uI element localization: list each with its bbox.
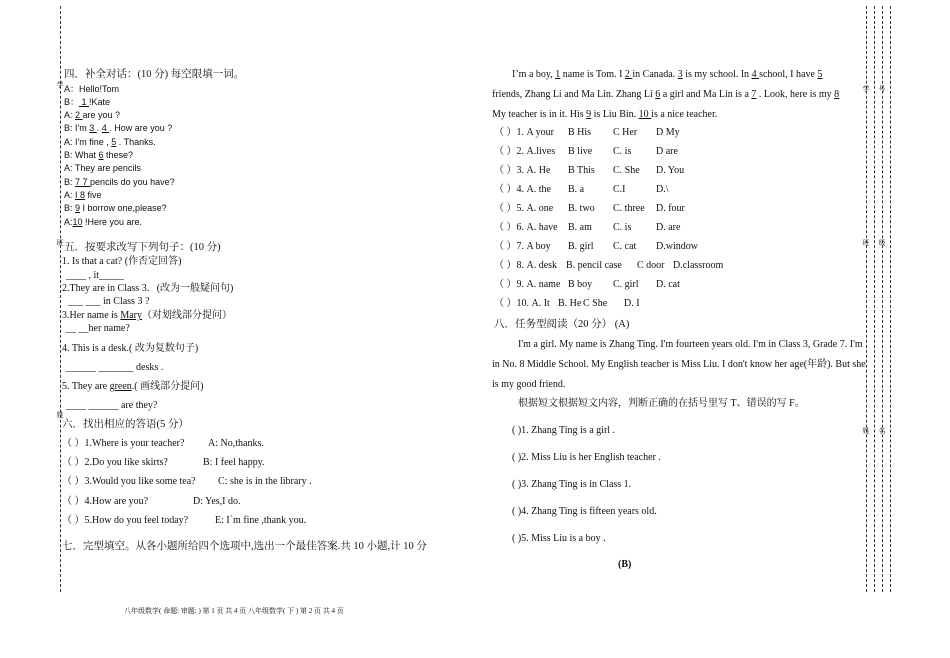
cloze-option: C.I [613,184,626,195]
section-5-title: 五．按要求改写下列句子：(10 分) [64,242,221,253]
cloze-option: D.window [656,241,698,252]
rewrite-answer-2: ___ ___ in Class 3 ? [68,296,150,307]
blank: 5 [111,137,117,147]
section-8-title: 八．任务型阅读（20 分） (A) [494,319,630,330]
cloze-option: C. three [613,203,645,214]
margin-mark: 姓 [56,412,64,419]
blank: 9 [75,203,81,213]
cloze-option: B boy [568,279,593,290]
true-false-item: ( )2. Miss Liu is her English teacher . [512,452,661,463]
cloze-option-question: （ ）4. A. the [494,184,551,195]
cloze-option: B. two [568,203,595,214]
margin-mark: 学 [56,82,64,89]
dialog-line: A: 2 are you ? [64,110,121,120]
blank: 6 [98,150,104,160]
dialog-line: A：Hello!Tom [64,84,120,94]
blank: I 8 [75,190,86,200]
margin-mark: 班 [56,240,64,247]
match-question: （ ）4.How are you? [62,496,149,507]
match-question: （ ）1.Where is your teacher? [62,438,185,449]
true-false-item: ( )1. Zhang Ting is a girl . [512,425,616,436]
dialog-line: A: I'm fine , 5 . Thanks. [64,137,156,147]
rewrite-answer-3: __ __her name? [66,323,130,334]
cloze-option-question: （ ）1. A your [494,127,554,138]
dialog-line: B: What 6 these? [64,150,134,160]
cloze-option: B. He [558,298,582,309]
cloze-option: D.\ [656,184,669,195]
cloze-option: D are [656,146,678,157]
cloze-option-question: （ ）9. A. name [494,279,561,290]
rewrite-question-1: 1. Is that a cat? (作否定回答) [62,256,182,267]
cloze-option-question: （ ）5. A. one [494,203,554,214]
match-question: （ ）5.How do you feel today? [62,515,189,526]
cloze-option: B His [568,127,592,138]
blank: 2 [75,110,83,120]
rewrite-answer-1: ____ , it_____ [66,270,125,281]
rewrite-question-2: 2.They are in Class 3．(改为一般疑问句) [62,283,234,294]
true-false-item: ( )4. Zhang Ting is fifteen years old. [512,506,657,517]
cloze-option: B. pencil case [566,260,622,271]
cloze-option: C. cat [613,241,637,252]
true-false-item: ( )5. Miss Liu is a boy . [512,533,606,544]
dialog-line: B： 1 !Kate [64,97,111,107]
match-answer: C: she is in the library . [218,476,312,487]
reading-line: is my good friend. [492,379,566,390]
blank: 7 [82,177,91,187]
cloze-option-question: （ ）7. A boy [494,241,551,252]
part-b-label: (B) [618,559,632,570]
page-footer: 八年级数学( 命题: 审题: ) 第 1 页 共 4 页 八年级数学( 下 ) 第 2 页 共 4 页 [124,607,344,615]
cloze-option: C. is [613,146,632,157]
rewrite-question-5: 5. They are green.( 画线部分提问) [62,381,204,392]
match-answer: E: I`m fine ,thank you. [215,515,307,526]
true-false-item: ( )3. Zhang Ting is in Class 1. [512,479,632,490]
dialog-line: B: 9 I borrow one,please? [64,203,167,213]
match-answer: B: I feel happy. [203,457,265,468]
match-question: （ ）3.Would you like some tea? [62,476,196,487]
margin-mark: 级 [878,240,886,247]
reading-instruction: 根据短文根据短文内容，判断正确的在括号里写 T、错误的写 F。 [518,398,805,409]
binding-line-right-2 [874,6,875,592]
cloze-option: D. You [656,165,685,176]
dialog-line: B: 7 7 pencils do you have? [64,177,175,187]
dialog-line: A:10 !Here you are. [64,217,143,227]
rewrite-question-4: 4. This is a desk.( 改为复数句子) [62,343,199,354]
blank: 7 [75,177,83,187]
cloze-option-question: （ ）3. A. He [494,165,551,176]
cloze-line-1: I’m a boy, 1 name is Tom. I 2 in Canada. 3 is my school. In 4 school, I have 5 [512,69,823,80]
cloze-option-question: （ ）6. A. have [494,222,558,233]
reading-line: I'm a girl. My name is Zhang Ting. I'm fourteen years old. I'm in Class 3, Grade 7. I'm [518,339,863,350]
cloze-option: C. girl [613,279,639,290]
cloze-option: C. is [613,222,632,233]
cloze-option: B. a [568,184,585,195]
blank: 3 [89,123,97,133]
blank: 1 [79,97,90,107]
blank: 4 [101,123,110,133]
cloze-option: B. girl [568,241,594,252]
binding-line-right-4 [890,6,891,592]
dialog-line: A: I 8 five [64,190,102,200]
cloze-option: D. cat [656,279,680,290]
dialog-line: A: They are pencils [64,163,141,173]
cloze-option: C. She [613,165,640,176]
cloze-option: C She [583,298,608,309]
cloze-option: B This [568,165,595,176]
margin-mark: 姓 [862,428,870,435]
cloze-option: D. four [656,203,685,214]
cloze-option: C Her [613,127,638,138]
cloze-option: D. are [656,222,681,233]
cloze-option: D. I [624,298,640,309]
margin-mark: 班 [862,240,870,247]
match-question: （ ）2.Do you like skirts? [62,457,168,468]
cloze-option-question: （ ）8. A. desk [494,260,558,271]
cloze-line-2: friends, Zhang Li and Ma Lin. Zhang Li 6 a girl and Ma Lin is a 7 . Look, here is my 8 [492,89,840,100]
cloze-option: B live [568,146,593,157]
cloze-option-question: （ ）2. A.lives [494,146,556,157]
margin-mark: 学 [862,86,870,93]
rewrite-answer-5: ____ ______ are they? [66,400,158,411]
match-answer: D: Yes,I do. [193,496,241,507]
section-7-title: 七．完型填空。从各小题所给四个选项中,选出一个最佳答案.共 10 小题,计 10 分 [62,541,427,552]
binding-line-left [60,6,61,592]
cloze-option: D.classroom [673,260,724,271]
cloze-option: C door [637,260,665,271]
cloze-option-question: （ ）10. A. It [494,298,550,309]
margin-mark: 名 [878,428,886,435]
margin-mark: 号 [878,86,886,93]
section-4-title: 四．补全对话：(10 分) 每空限填一词。 [64,69,245,80]
blank: 10 [72,217,83,227]
rewrite-answer-4: ______ _______ desks . [66,362,164,373]
reading-line: in No. 8 Middle School. My English teacher is Miss Liu. I don't know her age(年龄). But she [492,359,866,370]
section-6-title: 六．找出相应的答语(5 分） [62,419,189,430]
match-answer: A: No,thanks. [208,438,264,449]
cloze-option: B. am [568,222,592,233]
cloze-option: D My [656,127,680,138]
cloze-line-3: My teacher is in it. His 9 is Liu Bin. 10 is a nice teacher. [492,109,718,120]
dialog-line: B: I'm 3 . 4 . How are you ? [64,123,173,133]
rewrite-question-3: 3.Her name is Mary（对划线部分提问） [62,310,232,321]
